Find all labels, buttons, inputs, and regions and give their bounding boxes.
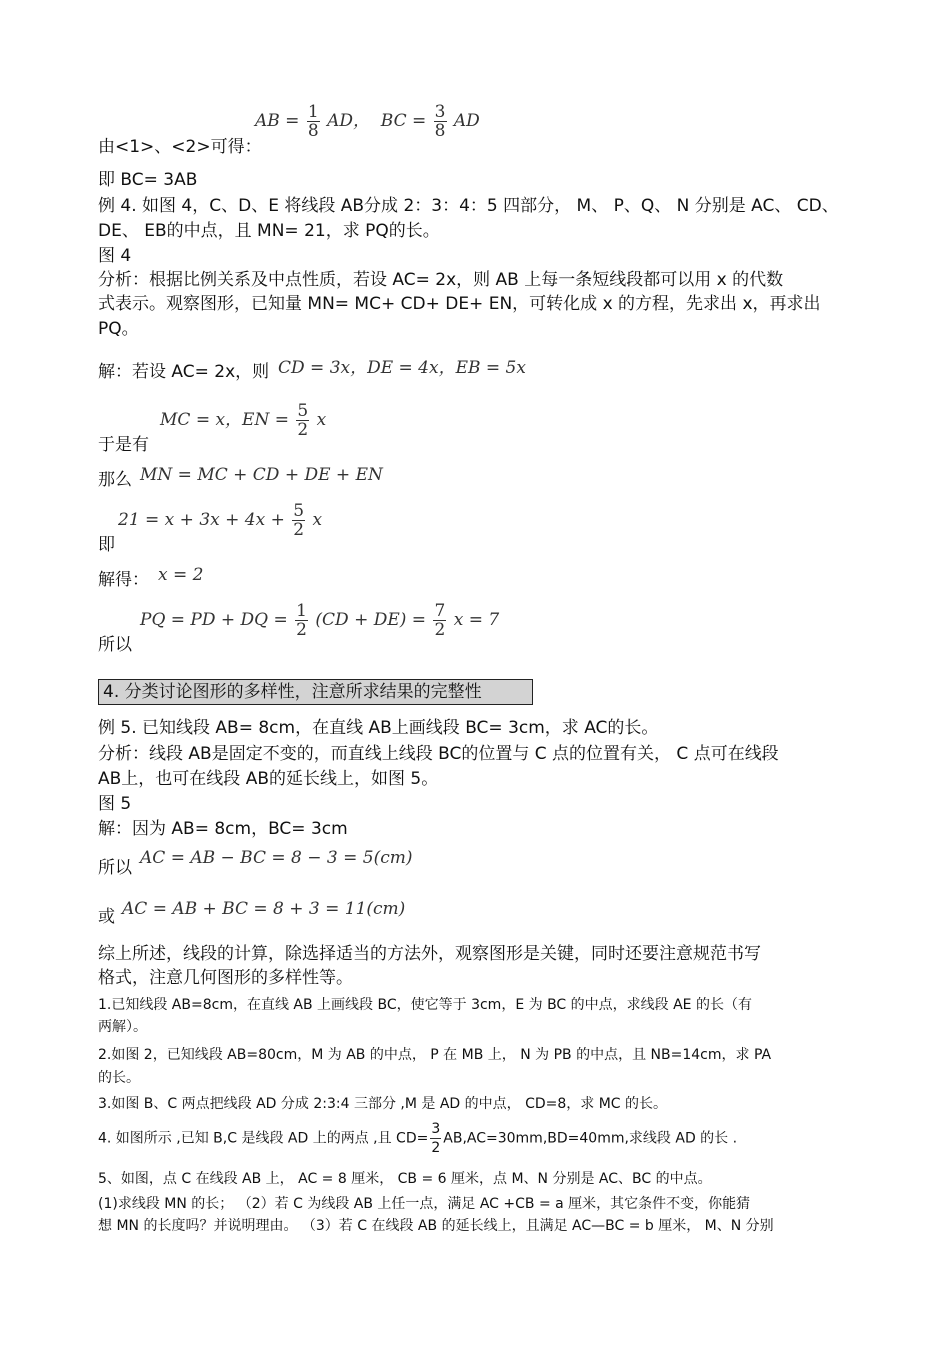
analysis5-line1: 分析：线段 AB是固定不变的，而直线上线段 BC的位置与 C 点的位置有关， C 点可在线段 [98,744,779,764]
exercise4: 4. 如图所示 ,已知 B,C 是线段 AD 上的两点 ,且 CD= $\frac{3}{2}$ AB,AC=30mm,BD=40mm,求线段 AD 的长 . [98,1121,738,1156]
summary-line1: 综上所述，线段的计算，除选择适当的方法外，观察图形是关键，同时还要注意规范书写 [98,944,761,964]
formula-cd-de-eb: CD = 3x，DE = 4x，EB = 5x [278,358,526,378]
analysis4-line1: 分析：根据比例关系及中点性质，若设 AC= 2x，则 AB 上每一条短线段都可以用 x 的代数 [98,270,784,290]
solution4-prefix: 解：若设 AC= 2x，则 [98,362,270,382]
exercise3: 3.如图 B、C 两点把线段 AD 分成 2:3:4 三部分 ,M 是 AD 的中点， CD=8，求 MC 的长。 [98,1096,668,1112]
formula-ac-minus: AC = AB − BC = 8 − 3 = 5(cm) [140,848,413,868]
solution5-line: 解：因为 AB= 8cm，BC= 3cm [98,819,348,839]
derive-line-prefix: 由<1>、<2>可得： [98,137,262,157]
exercise5-line1: 5、如图，点 C 在线段 AB 上， AC = 8 厘米， CB = 6 厘米，点 M、N 分别是 AC、BC 的中点。 [98,1171,712,1187]
formula-x-value: x = 2 [158,565,204,585]
example4-line2: DE、 EB的中点，且 MN= 21，求 PQ的长。 [98,221,440,241]
then-label: 于是有 [98,435,149,455]
formula-equation: 21 = x + 3x + 4x + $\frac{5}{2}$ x [118,501,323,540]
formula-mc-en: MC = x，EN = $\frac{5}{2}$ x [160,401,327,440]
figure4-label: 图 4 [98,246,132,266]
so-label: 那么 [98,470,132,490]
formula-ab-bc: AB = $\frac{1}{8}$ AD， BC = $\frac{3}{8}$ AD [255,102,480,141]
section-heading: 4. 分类讨论图形的多样性，注意所求结果的完整性 [103,682,482,702]
exercise1-line1: 1.已知线段 AB=8cm，在直线 AB 上画线段 BC，使它等于 3cm，E 为 BC 的中点，求线段 AE 的长（有 [98,997,752,1013]
formula-ac-plus: AC = AB + BC = 8 + 3 = 11(cm) [122,899,406,919]
analysis5-line2: AB上，也可在线段 AB的延长线上，如图 5。 [98,769,439,789]
so-label-2: 所以 [98,858,132,878]
or-label: 或 [98,907,115,927]
exercise5-line3: 想 MN 的长度吗？并说明理由。 （3）若 C 在线段 AB 的延长线上，且满足 AC—BC = b 厘米， M、N 分别 [98,1218,774,1234]
result-line: 即 BC= 3AB [98,170,198,190]
analysis4-line2: 式表示。观察图形，已知量 MN= MC+ CD+ DE+ EN，可转化成 x 的方程，先求出 x，再求出 [98,294,821,314]
example5-line: 例 5. 已知线段 AB= 8cm，在直线 AB上画线段 BC= 3cm，求 AC的长。 [98,718,659,738]
exercise2-line1: 2.如图 2，已知线段 AB=80cm，M 为 AB 的中点， P 在 MB 上， N 为 PB 的中点，且 NB=14cm，求 PA [98,1047,772,1063]
analysis4-line3: PQ。 [98,319,139,339]
therefore-label: 所以 [98,635,132,655]
figure5-label: 图 5 [98,794,132,814]
summary-line2: 格式，注意几何图形的多样性等。 [98,968,353,988]
exercise2-line2: 的长。 [98,1070,140,1086]
exercise1-line2: 两解）。 [98,1019,147,1035]
formula-pq: PQ = PD + DQ = $\frac{1}{2}$ (CD + DE) = $\frac{7}{2}$ x = 7 [140,601,500,640]
section-heading-box [98,679,533,705]
example4-line1: 例 4. 如图 4，C、D、E 将线段 AB分成 2：3：4：5 四部分， M、 P、Q、 N 分别是 AC、 CD、 [98,196,839,216]
exercise5-line2: (1)求线段 MN 的长； （2）若 C 为线段 AB 上任一点，满足 AC +CB = a 厘米，其它条件不变，你能猜 [98,1196,751,1212]
formula-mn-sum: MN = MC + CD + DE + EN [140,465,383,485]
solve-label: 解得： [98,570,149,590]
ie-label: 即 [98,535,115,555]
